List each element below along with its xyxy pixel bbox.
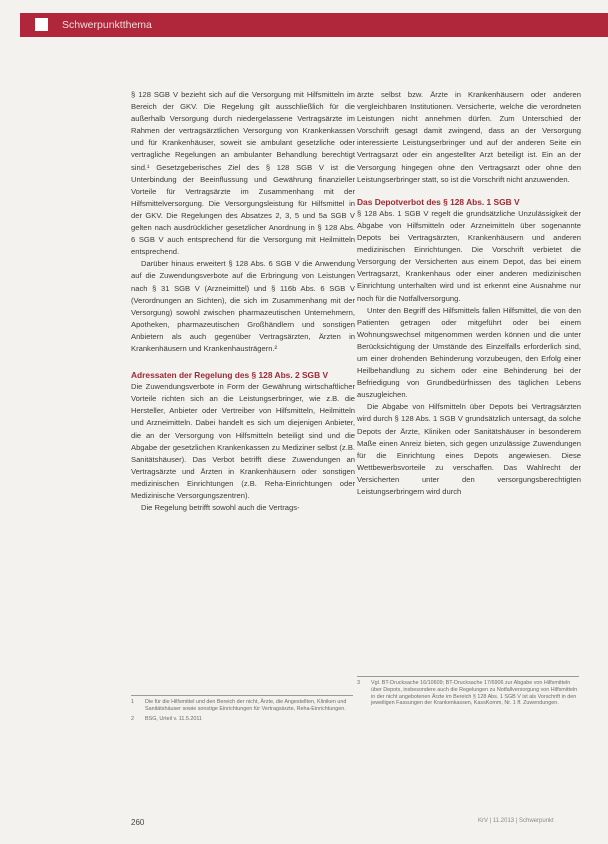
left-paragraph-1: § 128 SGB V bezieht sich auf die Versorgung mit Hilfsmitteln im Bereich der GKV. Die Regelung gilt ausschließlich für die außerhalb Versorgung durch niedergelassene Vertragsärzte im Rahmen der vertragsärztlichen Versorgung von Krankenkassen und für Krankenhäuser, soweit sie ambulant gesetzliche oder vertragliche Regelungen an ambulanter Behandlung berechtigt sind.¹ Gesetzgeberisches Ziel des § 128 SGB V ist die Unterbindung der Beeinflussung und Gewährung finanzieller Vorteile für Vertragsärzte im Zusammenhang mit der Hilfsmittelversorgung. Die Versorgungsleistung für Hilfsmittel in der GKV. Die Regelungen des Absatzes 2, 3, 5 und 5a SGB V gelten nach ausdrücklicher gesetzlicher Anordnung in § 128 Abs. 6 SGB V auch entsprechend für die Versorgung mit Heilmitteln entsprechend. [131, 90, 355, 257]
right-paragraph-1: ärzte selbst bzw. Ärzte in Krankenhäusern oder anderen vergleichbaren Institutionen. Versicherte, welche die verordneten Leistungen nicht annehmen dürfen. Zum Unterschied der Vorschrift gesagt damit zwingend, dass an der Versorgung interessierte Leistungserbringer und auf der anderen Seite ein Vertragsarzt oder ein angestellter Arzt beteiligt ist. Ein an der Versorgung hingegen ohne den Vertragsarzt oder ohne den Leistungserbringer statt, so ist die Vorschrift nicht anzuwenden. [357, 90, 581, 184]
left-column [131, 89, 355, 514]
right-paragraph-3: Unter den Begriff des Hilfsmittels fallen Hilfsmittel, die von den Patienten getragen oder mitgeführt oder bei einem Wohnungswechsel mitgenommen werden können und die unter Berücksichtigung der Umstände des Einzelfalls erforderlich sind, um einer drohenden Behinderung vorzubeugen, den Erfolg einer Heilbehandlung zu sichern oder eine Behinderung bei der Befriedigung von Grundbedürfnissen des täglichen Lebens auszugleichen. [357, 305, 581, 400]
footnote-number: 1 [131, 699, 134, 705]
section-heading-adressaten: Adressaten der Regelung des § 128 Abs. 2 SGB V [131, 370, 329, 381]
footnote-number: 3 [357, 680, 360, 686]
footnotes-left [131, 695, 353, 725]
left-paragraph-3: Die Zuwendungsverbote in Form der Gewährung wirtschaftlicher Vorteile richten sich an die Leistungserbringer, wie z.B. die Hersteller, Anbieter oder Vertreiber von Hilfsmitteln, Heilmitteln und Arzneimitteln. Dabei handelt es sich um diejenigen Anbieter, die an der Versorgung von Hilfsmitteln beteiligt sind und die Abgabe der gesetzlichen Krankenkassen zu Mediziner selbst (z.B. Sanitätshäuser). Das Verbot betrifft diese Zuwendungen an Vertragsärzte und Ärzten in Krankenhäusern oder sonstigen medizinischen Einrichtungen (z.B. Reha-Einrichtungen oder Medizinische Versorgungszentren). [131, 382, 355, 500]
footnote [131, 699, 353, 713]
footnote [131, 716, 353, 723]
right-paragraph-4: Die Abgabe von Hilfsmitteln über Depots bei Vertragsärzten wird durch § 128 Abs. 1 SGB V grundsätzlich untersagt, da solche Depots der Ärzte, Kliniken oder Sanitätshäuser in besonderem Maße einen Anreiz bieten, sich gegen unzulässige Zuwendungen für die Einrichtung eines Depots angewiesen. Diese Wettbewerbsvorteile zu verschaffen. Das Wahlrecht der Versicherten unter den versorgungsberechtigten Leistungserbringern wird durch [357, 402, 581, 496]
footnote-number: 2 [131, 715, 134, 722]
spacer [131, 355, 355, 369]
section-heading-depotverbot: Das Depotverbot des § 128 Abs. 1 SGB V [357, 196, 520, 207]
left-paragraph-2: Darüber hinaus erweitert § 128 Abs. 6 SGB V die Anwendung auf die Zuwendungsverbote auf die Erbringung von Leistungen nach § 31 SGB V (Arzneimittel) und § 116b Abs. 6 SGB V (Verordnungen an Sichten), die sich im Zusammenhang mit der Versorgung) sowohl zwischen pharmazeutischen Unternehmern, Apotheken, pharmazeutischen Großhändlern und sonstigen Anbietern als auch gegenüber Vertragsärzten, Ärzten in Krankenhäusern und Krankenhausträgern.² [131, 259, 355, 353]
left-paragraph-4: Die Regelung betrifft sowohl auch die Vertrags- [141, 503, 300, 513]
section-header-bar [20, 13, 608, 37]
footnotes-right [357, 676, 579, 710]
footnote [357, 680, 579, 707]
section-marker-square [35, 18, 48, 31]
right-column [357, 89, 581, 498]
right-paragraph-2: § 128 Abs. 1 SGB V regelt die grundsätzliche Unzulässigkeit der Abgabe von Hilfsmitteln oder Arzneimitteln über sogenannte Depots bei Vertragsärzten, Krankenhäusern und anderen medizinischen Einrichtungen. Die Vorschrift verbietet die Versorgung der Versicherten aus einem Depot, das bei einem Vertragsarzt, Krankenhaus oder einer anderen medizinischen Einrichtung unterhalten wird und ist erkennt eine Ausnahme nur noch für die Notfallversorgung. [357, 208, 581, 303]
footnote-text: BSG, Urteil v. 11.5.2011 [145, 715, 202, 722]
footnote-text: Die für die Hilfsmittel und den Bereich der nicht, Ärzte, die Angestellten, Kliniken und Sanitätshäuser sowie sonstige Einrichtungen für Vertragsärzte, Reha-Einrichtungen. [145, 699, 347, 712]
page-number: 260 [131, 818, 145, 827]
journal-reference: KrV | 11.2013 | Schwerpunkt [478, 818, 554, 824]
footnote-text: Vgl. BT-Drucksache 16/10609; BT-Drucksache 17/6906 zur Abgabe von Hilfsmitteln über Depots, insbesondere auch die Regelungen zu Notfallversorgung von Hilfsmitteln in der nicht angebotenen Ärzte im Bereich § 128 Abs. 1 SGB V ist als Vorschrift in den jeweiligen Fassungen der Krankenkassen, KassKomm, Nr. 1 ff. Zuwendungen. [371, 680, 578, 707]
spacer [357, 186, 581, 196]
section-label: Schwerpunktthema [62, 19, 152, 31]
